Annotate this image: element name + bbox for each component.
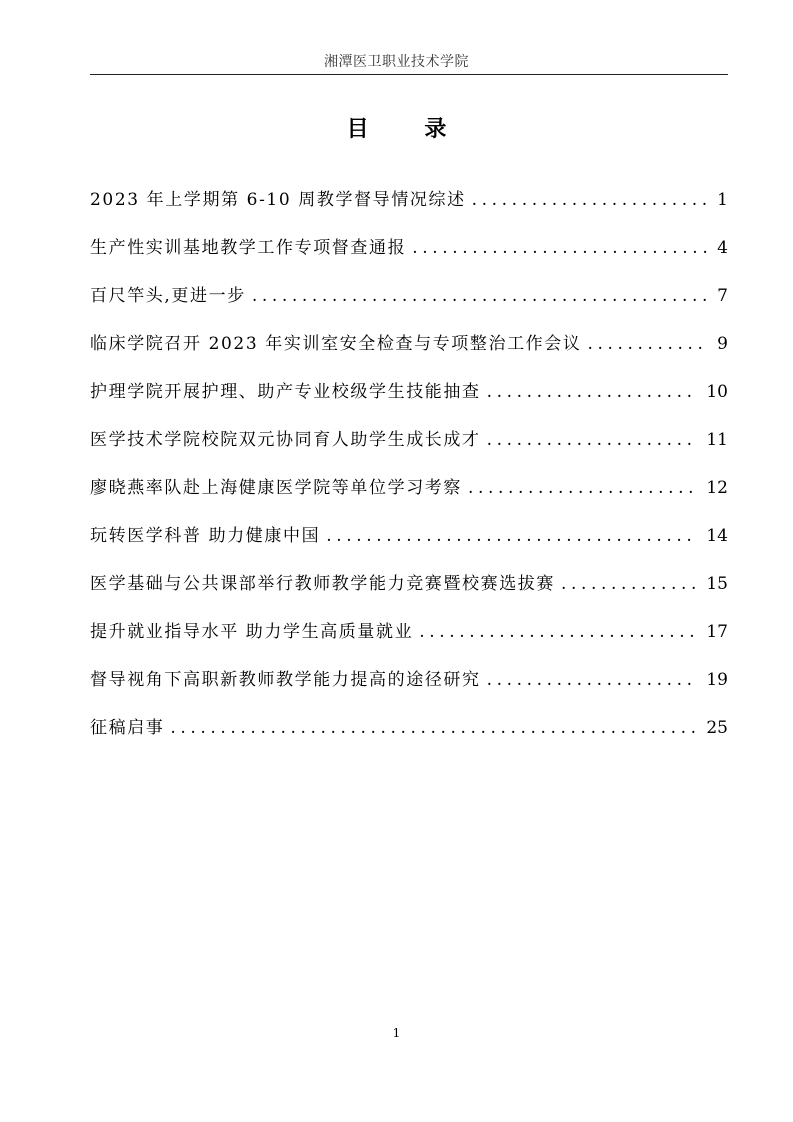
toc-page-number: 4 (717, 238, 728, 258)
running-header: 湘潭医卫职业技术学院 (324, 54, 469, 70)
toc-page-number: 12 (706, 478, 728, 498)
toc-leader-dots (252, 286, 708, 306)
toc-entry[interactable] (90, 521, 728, 569)
toc-leader-dots (561, 574, 698, 594)
toc-leader-dots (412, 238, 708, 258)
toc-entry-title: 护理学院开展护理、助产专业校级学生技能抽查 (90, 382, 481, 402)
toc-page-number: 1 (717, 190, 728, 210)
toc-entry-title: 临床学院召开 2023 年实训室安全检查与专项整治工作会议 (90, 334, 582, 354)
toc-entry[interactable] (90, 425, 728, 473)
toc-page-number: 19 (706, 670, 728, 690)
toc-entry[interactable] (90, 713, 728, 761)
toc-entry[interactable] (90, 377, 728, 425)
toc-title: 目 录 (346, 117, 471, 142)
header-divider (90, 74, 728, 75)
toc-entry[interactable] (90, 665, 728, 713)
toc-page-number: 25 (706, 718, 728, 738)
toc-entry[interactable] (90, 569, 728, 617)
toc-entry-title: 玩转医学科普 助力健康中国 (90, 526, 321, 546)
toc-leader-dots (487, 670, 699, 690)
toc-entry[interactable] (90, 329, 728, 377)
toc-entry-title: 医学技术学院校院双元协同育人助学生成长成才 (90, 430, 481, 450)
toc-leader-dots (419, 622, 698, 642)
toc-leader-dots (487, 430, 699, 450)
toc-entry[interactable] (90, 185, 728, 233)
toc-leader-dots (468, 478, 698, 498)
toc-entry-title: 廖晓燕率队赴上海健康医学院等单位学习考察 (90, 478, 462, 498)
table-of-contents (90, 185, 728, 761)
toc-entry[interactable] (90, 617, 728, 665)
toc-entry-title: 督导视角下高职新教师教学能力提高的途径研究 (90, 670, 481, 690)
toc-page-number: 14 (706, 526, 728, 546)
toc-leader-dots (472, 190, 708, 210)
toc-leader-dots (487, 382, 699, 402)
toc-entry-title: 提升就业指导水平 助力学生高质量就业 (90, 622, 414, 642)
toc-leader-dots (587, 334, 708, 354)
toc-entry[interactable] (90, 473, 728, 521)
toc-page-number: 15 (706, 574, 728, 594)
toc-page-number: 10 (706, 382, 728, 402)
toc-page-number: 17 (706, 622, 728, 642)
toc-entry-title: 生产性实训基地教学工作专项督查通报 (90, 238, 407, 258)
toc-entry-title: 医学基础与公共课部举行教师教学能力竞赛暨校赛选拔赛 (90, 574, 555, 594)
toc-page-number: 11 (706, 430, 728, 450)
page-number: 1 (392, 1026, 401, 1040)
toc-leader-dots (170, 718, 698, 738)
toc-entry[interactable] (90, 233, 728, 281)
toc-entry-title: 2023 年上学期第 6-10 周教学督导情况综述 (90, 190, 466, 210)
toc-entry-title: 百尺竿头,更进一步 (90, 286, 246, 306)
toc-page-number: 9 (717, 334, 728, 354)
toc-page-number: 7 (717, 286, 728, 306)
toc-leader-dots (326, 526, 698, 546)
toc-entry[interactable] (90, 281, 728, 329)
toc-entry-title: 征稿启事 (90, 718, 165, 738)
